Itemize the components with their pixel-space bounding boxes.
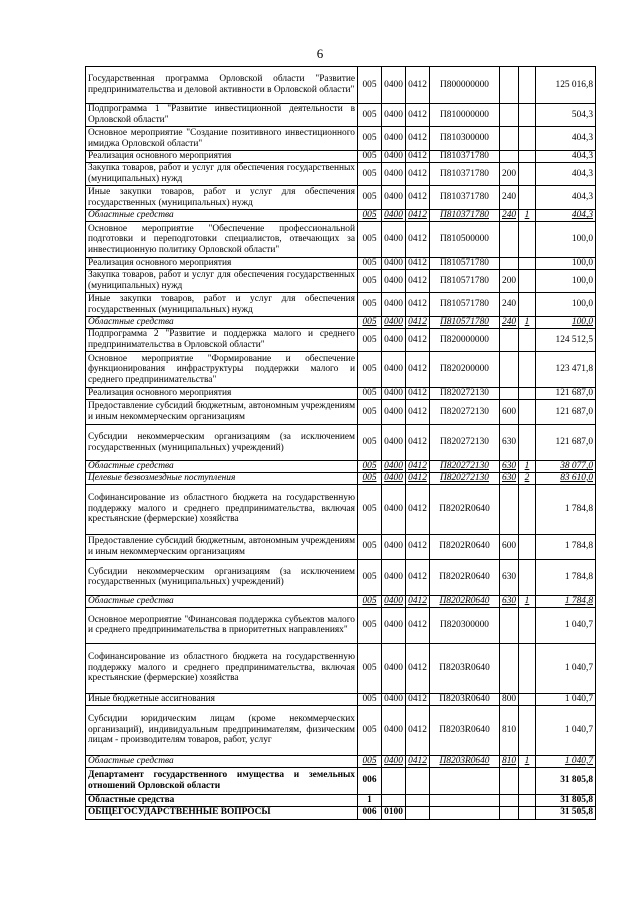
row-name-cell: Областные средства [86, 317, 358, 329]
expense-type-cell [500, 151, 519, 163]
target-article-cell: П820000000 [430, 329, 500, 352]
page-number: 6 [316, 46, 324, 61]
funding-source-cell [519, 352, 536, 388]
section-code-cell: 0400 [382, 210, 406, 222]
target-article-cell: П820272130 [430, 425, 500, 461]
subsection-code-cell: 0412 [406, 388, 430, 400]
target-article-cell: П8203R0640 [430, 643, 500, 693]
table-row [86, 705, 596, 755]
table-row [86, 559, 596, 595]
row-name-cell: Закупка товаров, работ и услуг для обеспечения государственных (муниципальных) нужд [86, 163, 358, 186]
expense-type-cell [500, 258, 519, 270]
expense-type-cell: 600 [500, 534, 519, 559]
subsection-code-cell: 0412 [406, 67, 430, 104]
admin-code-cell: 005 [358, 127, 382, 151]
section-code-cell [382, 794, 406, 806]
section-code-cell: 0400 [382, 293, 406, 317]
admin-code-cell: 005 [358, 163, 382, 186]
admin-code-cell: 005 [358, 643, 382, 693]
subsection-code-cell: 0412 [406, 484, 430, 534]
subsection-code-cell: 0412 [406, 293, 430, 317]
admin-code-cell: 005 [358, 607, 382, 643]
target-article-cell: П8202R0640 [430, 595, 500, 607]
funding-source-cell: 1 [519, 595, 536, 607]
funding-source-cell [519, 693, 536, 705]
admin-code-cell: 005 [358, 534, 382, 559]
section-code-cell: 0400 [382, 222, 406, 258]
target-article-cell: П810571780 [430, 258, 500, 270]
row-name-cell: Иные закупки товаров, работ и услуг для обеспечения государственных (муниципальных) нужд [86, 186, 358, 210]
table-row [86, 104, 596, 127]
expense-type-cell [500, 388, 519, 400]
expense-type-cell [500, 767, 519, 794]
funding-source-cell: 1 [519, 317, 536, 329]
admin-code-cell: 005 [358, 400, 382, 425]
table-row [86, 755, 596, 767]
expense-type-cell: 200 [500, 163, 519, 186]
budget-table [85, 66, 596, 820]
amount-cell: 1 040,7 [536, 755, 596, 767]
admin-code-cell: 005 [358, 693, 382, 705]
section-code-cell: 0100 [382, 806, 406, 819]
table-row [86, 595, 596, 607]
row-name-cell: Областные средства [86, 755, 358, 767]
row-name-cell: Основное мероприятие "Формирование и обеспечение функционирования инфраструктуры поддержки малого и среднего предпринимательства" [86, 352, 358, 388]
section-code-cell: 0400 [382, 104, 406, 127]
subsection-code-cell: 0412 [406, 534, 430, 559]
admin-code-cell: 005 [358, 186, 382, 210]
subsection-code-cell [406, 806, 430, 819]
expense-type-cell: 600 [500, 400, 519, 425]
target-article-cell: П820272130 [430, 472, 500, 484]
table-row [86, 163, 596, 186]
table-row [86, 210, 596, 222]
funding-source-cell [519, 607, 536, 643]
funding-source-cell [519, 388, 536, 400]
subsection-code-cell [406, 794, 430, 806]
target-article-cell: П820272130 [430, 461, 500, 473]
table-row [86, 258, 596, 270]
row-name-cell: Подпрограмма 2 "Развитие и поддержка малого и среднего предпринимательства в Орловской области" [86, 329, 358, 352]
expense-type-cell: 800 [500, 693, 519, 705]
expense-type-cell [500, 352, 519, 388]
row-name-cell: Иные бюджетные ассигнования [86, 693, 358, 705]
row-name-cell: Софинансирование из областного бюджета на государственную поддержку малого и среднего предпринимательства, включая крестьянские (фермерские) хозяйства [86, 484, 358, 534]
subsection-code-cell: 0412 [406, 186, 430, 210]
row-name-cell: Государственная программа Орловской области "Развитие предпринимательства и деловой активности в Орловской области" [86, 67, 358, 104]
amount-cell: 1 040,7 [536, 607, 596, 643]
amount-cell: 1 040,7 [536, 705, 596, 755]
subsection-code-cell: 0412 [406, 127, 430, 151]
row-name-cell: Субсидии юридическим лицам (кроме некоммерческих организаций), индивидуальным предпринимателям, физическим лицам - производителям товаров, работ, услуг [86, 705, 358, 755]
subsection-code-cell: 0412 [406, 643, 430, 693]
subsection-code-cell: 0412 [406, 705, 430, 755]
section-code-cell: 0400 [382, 643, 406, 693]
target-article-cell: П820272130 [430, 388, 500, 400]
amount-cell: 121 687,0 [536, 400, 596, 425]
amount-cell: 124 512,5 [536, 329, 596, 352]
target-article-cell: П810571780 [430, 293, 500, 317]
row-name-cell: Реализация основного мероприятия [86, 151, 358, 163]
section-code-cell: 0400 [382, 400, 406, 425]
expense-type-cell: 630 [500, 472, 519, 484]
subsection-code-cell: 0412 [406, 595, 430, 607]
table-row [86, 186, 596, 210]
amount-cell: 504,3 [536, 104, 596, 127]
amount-cell: 100,0 [536, 317, 596, 329]
target-article-cell: П810371780 [430, 151, 500, 163]
section-code-cell: 0400 [382, 317, 406, 329]
expense-type-cell: 630 [500, 559, 519, 595]
expense-type-cell [500, 643, 519, 693]
section-code-cell: 0400 [382, 425, 406, 461]
subsection-code-cell: 0412 [406, 317, 430, 329]
admin-code-cell: 005 [358, 559, 382, 595]
amount-cell: 31 805,8 [536, 794, 596, 806]
expense-type-cell: 200 [500, 270, 519, 293]
admin-code-cell: 005 [358, 151, 382, 163]
expense-type-cell [500, 607, 519, 643]
expense-type-cell: 630 [500, 461, 519, 473]
admin-code-cell: 005 [358, 222, 382, 258]
expense-type-cell: 240 [500, 186, 519, 210]
funding-source-cell [519, 643, 536, 693]
expense-type-cell [500, 806, 519, 819]
amount-cell: 1 040,7 [536, 643, 596, 693]
admin-code-cell: 005 [358, 425, 382, 461]
expense-type-cell [500, 329, 519, 352]
row-name-cell: ОБЩЕГОСУДАРСТВЕННЫЕ ВОПРОСЫ [86, 806, 358, 819]
admin-code-cell: 005 [358, 104, 382, 127]
expense-type-cell: 630 [500, 425, 519, 461]
target-article-cell [430, 806, 500, 819]
subsection-code-cell: 0412 [406, 270, 430, 293]
target-article-cell: П8202R0640 [430, 534, 500, 559]
section-code-cell: 0400 [382, 755, 406, 767]
section-code-cell: 0400 [382, 484, 406, 534]
table-row [86, 534, 596, 559]
funding-source-cell [519, 186, 536, 210]
amount-cell: 100,0 [536, 270, 596, 293]
admin-code-cell: 006 [358, 806, 382, 819]
target-article-cell: П8203R0640 [430, 693, 500, 705]
admin-code-cell: 005 [358, 755, 382, 767]
admin-code-cell: 005 [358, 329, 382, 352]
funding-source-cell [519, 705, 536, 755]
section-code-cell: 0400 [382, 352, 406, 388]
table-row [86, 270, 596, 293]
expense-type-cell: 240 [500, 293, 519, 317]
target-article-cell: П8203R0640 [430, 705, 500, 755]
subsection-code-cell: 0412 [406, 559, 430, 595]
expense-type-cell [500, 794, 519, 806]
section-code-cell: 0400 [382, 595, 406, 607]
row-name-cell: Областные средства [86, 595, 358, 607]
subsection-code-cell: 0412 [406, 210, 430, 222]
row-name-cell: Реализация основного мероприятия [86, 388, 358, 400]
subsection-code-cell: 0412 [406, 607, 430, 643]
target-article-cell: П820200000 [430, 352, 500, 388]
funding-source-cell [519, 794, 536, 806]
subsection-code-cell: 0412 [406, 472, 430, 484]
funding-source-cell [519, 559, 536, 595]
amount-cell: 100,0 [536, 293, 596, 317]
funding-source-cell [519, 425, 536, 461]
subsection-code-cell: 0412 [406, 222, 430, 258]
subsection-code-cell: 0412 [406, 163, 430, 186]
row-name-cell: Департамент государственного имущества и земельных отношений Орловской области [86, 767, 358, 794]
section-code-cell: 0400 [382, 258, 406, 270]
table-row [86, 484, 596, 534]
section-code-cell: 0400 [382, 607, 406, 643]
row-name-cell: Субсидии некоммерческим организациям (за исключением государственных (муниципальных) учреждений) [86, 425, 358, 461]
section-code-cell: 0400 [382, 693, 406, 705]
expense-type-cell [500, 127, 519, 151]
funding-source-cell [519, 258, 536, 270]
funding-source-cell [519, 534, 536, 559]
admin-code-cell: 006 [358, 767, 382, 794]
admin-code-cell: 005 [358, 270, 382, 293]
amount-cell: 1 784,8 [536, 534, 596, 559]
section-code-cell: 0400 [382, 705, 406, 755]
target-article-cell: П8202R0640 [430, 559, 500, 595]
section-code-cell: 0400 [382, 388, 406, 400]
subsection-code-cell: 0412 [406, 151, 430, 163]
target-article-cell: П810371780 [430, 210, 500, 222]
amount-cell: 1 784,8 [536, 484, 596, 534]
table-row [86, 461, 596, 473]
funding-source-cell: 1 [519, 210, 536, 222]
admin-code-cell: 005 [358, 67, 382, 104]
row-name-cell: Основное мероприятие "Обеспечение профессиональной подготовки и переподготовки специалистов, отвечающих за инвестиционную политику Орловской области" [86, 222, 358, 258]
expense-type-cell [500, 67, 519, 104]
row-name-cell: Закупка товаров, работ и услуг для обеспечения государственных (муниципальных) нужд [86, 270, 358, 293]
subsection-code-cell: 0412 [406, 425, 430, 461]
section-code-cell [382, 767, 406, 794]
amount-cell: 123 471,8 [536, 352, 596, 388]
table-row [86, 329, 596, 352]
row-name-cell: Целевые безвозмездные поступления [86, 472, 358, 484]
target-article-cell [430, 794, 500, 806]
section-code-cell: 0400 [382, 559, 406, 595]
table-row [86, 293, 596, 317]
admin-code-cell: 005 [358, 210, 382, 222]
funding-source-cell [519, 104, 536, 127]
amount-cell: 121 687,0 [536, 388, 596, 400]
table-row [86, 806, 596, 819]
row-name-cell: Областные средства [86, 794, 358, 806]
target-article-cell: П810571780 [430, 317, 500, 329]
row-name-cell: Реализация основного мероприятия [86, 258, 358, 270]
section-code-cell: 0400 [382, 329, 406, 352]
table-row [86, 425, 596, 461]
admin-code-cell: 005 [358, 317, 382, 329]
target-article-cell: П810300000 [430, 127, 500, 151]
expense-type-cell: 240 [500, 210, 519, 222]
funding-source-cell [519, 806, 536, 819]
section-code-cell: 0400 [382, 270, 406, 293]
subsection-code-cell: 0412 [406, 755, 430, 767]
expense-type-cell [500, 484, 519, 534]
amount-cell: 1 784,8 [536, 595, 596, 607]
funding-source-cell: 1 [519, 755, 536, 767]
target-article-cell: П810371780 [430, 163, 500, 186]
subsection-code-cell: 0412 [406, 400, 430, 425]
amount-cell: 121 687,0 [536, 425, 596, 461]
table-row [86, 472, 596, 484]
admin-code-cell: 005 [358, 293, 382, 317]
table-row [86, 222, 596, 258]
target-article-cell: П8202R0640 [430, 484, 500, 534]
funding-source-cell [519, 270, 536, 293]
section-code-cell: 0400 [382, 472, 406, 484]
subsection-code-cell: 0412 [406, 461, 430, 473]
target-article-cell: П810000000 [430, 104, 500, 127]
table-row [86, 607, 596, 643]
table-row [86, 127, 596, 151]
section-code-cell: 0400 [382, 151, 406, 163]
funding-source-cell: 2 [519, 472, 536, 484]
subsection-code-cell: 0412 [406, 258, 430, 270]
section-code-cell: 0400 [382, 461, 406, 473]
amount-cell: 404,3 [536, 151, 596, 163]
funding-source-cell [519, 767, 536, 794]
section-code-cell: 0400 [382, 186, 406, 210]
expense-type-cell [500, 222, 519, 258]
amount-cell: 31 505,8 [536, 806, 596, 819]
amount-cell: 31 805,8 [536, 767, 596, 794]
row-name-cell: Основное мероприятие "Финансовая поддержка субъектов малого и среднего предпринимательства в приоритетных направлениях" [86, 607, 358, 643]
admin-code-cell: 1 [358, 794, 382, 806]
amount-cell: 100,0 [536, 222, 596, 258]
table-row [86, 352, 596, 388]
amount-cell: 100,0 [536, 258, 596, 270]
row-name-cell: Подпрограмма 1 "Развитие инвестиционной деятельности в Орловской области" [86, 104, 358, 127]
funding-source-cell [519, 151, 536, 163]
subsection-code-cell: 0412 [406, 693, 430, 705]
table-row [86, 388, 596, 400]
target-article-cell: П820272130 [430, 400, 500, 425]
target-article-cell: П8203R0640 [430, 755, 500, 767]
admin-code-cell: 005 [358, 258, 382, 270]
admin-code-cell: 005 [358, 705, 382, 755]
amount-cell: 404,3 [536, 127, 596, 151]
admin-code-cell: 005 [358, 461, 382, 473]
expense-type-cell: 630 [500, 595, 519, 607]
admin-code-cell: 005 [358, 472, 382, 484]
table-row [86, 693, 596, 705]
funding-source-cell [519, 329, 536, 352]
section-code-cell: 0400 [382, 127, 406, 151]
table-row [86, 643, 596, 693]
target-article-cell: П800000000 [430, 67, 500, 104]
amount-cell: 404,3 [536, 210, 596, 222]
table-row [86, 794, 596, 806]
table-row [86, 767, 596, 794]
admin-code-cell: 005 [358, 595, 382, 607]
funding-source-cell [519, 484, 536, 534]
amount-cell: 83 610,0 [536, 472, 596, 484]
row-name-cell: Иные закупки товаров, работ и услуг для обеспечения государственных (муниципальных) нужд [86, 293, 358, 317]
table-row [86, 317, 596, 329]
row-name-cell: Основное мероприятие "Создание позитивного инвестиционного имиджа Орловской области" [86, 127, 358, 151]
row-name-cell: Субсидии некоммерческим организациям (за исключением государственных (муниципальных) учреждений) [86, 559, 358, 595]
section-code-cell: 0400 [382, 534, 406, 559]
section-code-cell: 0400 [382, 163, 406, 186]
target-article-cell: П810371780 [430, 186, 500, 210]
funding-source-cell [519, 293, 536, 317]
expense-type-cell: 810 [500, 705, 519, 755]
row-name-cell: Областные средства [86, 210, 358, 222]
subsection-code-cell: 0412 [406, 352, 430, 388]
expense-type-cell: 810 [500, 755, 519, 767]
admin-code-cell: 005 [358, 484, 382, 534]
row-name-cell: Областные средства [86, 461, 358, 473]
table-row [86, 67, 596, 104]
amount-cell: 1 040,7 [536, 693, 596, 705]
target-article-cell [430, 767, 500, 794]
amount-cell: 404,3 [536, 163, 596, 186]
funding-source-cell [519, 400, 536, 425]
target-article-cell: П810571780 [430, 270, 500, 293]
target-article-cell: П810500000 [430, 222, 500, 258]
amount-cell: 404,3 [536, 186, 596, 210]
funding-source-cell [519, 163, 536, 186]
table-row [86, 400, 596, 425]
subsection-code-cell: 0412 [406, 104, 430, 127]
expense-type-cell [500, 104, 519, 127]
funding-source-cell [519, 127, 536, 151]
amount-cell: 1 784,8 [536, 559, 596, 595]
expense-type-cell: 240 [500, 317, 519, 329]
subsection-code-cell: 0412 [406, 329, 430, 352]
funding-source-cell: 1 [519, 461, 536, 473]
row-name-cell: Предоставление субсидий бюджетным, автономным учреждениям и иным некоммерческим организациям [86, 400, 358, 425]
admin-code-cell: 005 [358, 388, 382, 400]
table-row [86, 151, 596, 163]
row-name-cell: Софинансирование из областного бюджета на государственную поддержку малого и среднего предпринимательства, включая крестьянские (фермерские) хозяйства [86, 643, 358, 693]
amount-cell: 38 077,0 [536, 461, 596, 473]
amount-cell: 125 016,8 [536, 67, 596, 104]
admin-code-cell: 005 [358, 352, 382, 388]
section-code-cell: 0400 [382, 67, 406, 104]
row-name-cell: Предоставление субсидий бюджетным, автономным учреждениям и иным некоммерческим организациям [86, 534, 358, 559]
funding-source-cell [519, 222, 536, 258]
target-article-cell: П820300000 [430, 607, 500, 643]
subsection-code-cell [406, 767, 430, 794]
funding-source-cell [519, 67, 536, 104]
